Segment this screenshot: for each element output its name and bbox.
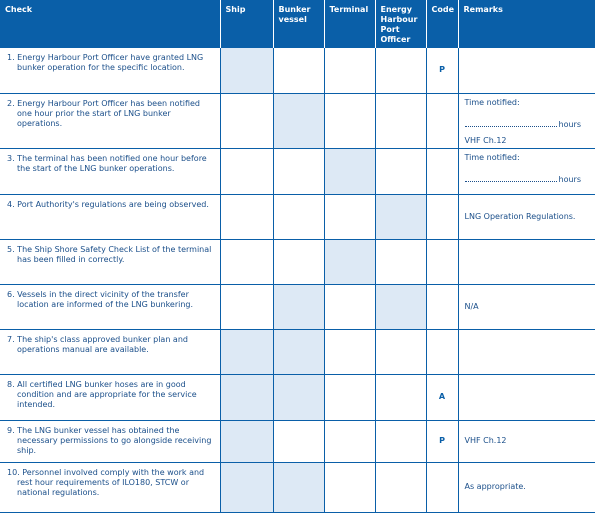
code-cell (426, 194, 458, 239)
code-cell: A (426, 374, 458, 420)
table-row (0, 93, 595, 148)
bunker-vessel-cell[interactable] (273, 239, 324, 284)
table-row (0, 420, 595, 462)
bunker-vessel-cell[interactable] (273, 284, 324, 329)
hours-line[interactable] (465, 174, 592, 185)
terminal-cell[interactable] (324, 47, 375, 93)
hours-line[interactable] (465, 119, 592, 130)
bunker-vessel-cell[interactable] (273, 47, 324, 93)
dotted-fill-line[interactable] (465, 119, 557, 127)
check-text: 1. Energy Harbour Port Officer have granted LNG bunker operation for the specific location. (7, 52, 204, 72)
energy-harbour-cell[interactable] (375, 239, 426, 284)
energy-harbour-cell[interactable] (375, 374, 426, 420)
check-text: 7. The ship's class approved bunker plan and operations manual are available. (7, 334, 188, 354)
dotted-fill-line[interactable] (465, 174, 557, 182)
check-text: 5. The Ship Shore Safety Check List of the terminal has been filled in correctly. (7, 244, 212, 264)
check-cell (0, 148, 220, 194)
bunker-vessel-cell[interactable] (273, 148, 324, 194)
remarks-cell[interactable]: LNG Operation Regulations. (458, 194, 595, 239)
header-ship: Ship (220, 0, 273, 47)
code-cell (426, 284, 458, 329)
ship-cell[interactable] (220, 148, 273, 194)
ship-cell[interactable] (220, 239, 273, 284)
check-text: 8. All certified LNG bunker hoses are in good condition and are appropriate for the service intended. (7, 379, 197, 409)
check-cell (0, 47, 220, 93)
table-row (0, 329, 595, 374)
check-cell (0, 329, 220, 374)
check-cell (0, 374, 220, 420)
remarks-cell[interactable]: N/A (458, 284, 595, 329)
remarks-extra: VHF Ch.12 (464, 135, 507, 145)
check-cell (0, 420, 220, 462)
bunker-vessel-cell[interactable] (273, 329, 324, 374)
table-row (0, 374, 595, 420)
energy-harbour-cell[interactable] (375, 194, 426, 239)
header-check: Check (0, 0, 220, 47)
bunker-vessel-cell[interactable] (273, 93, 324, 148)
bunker-vessel-cell[interactable] (273, 420, 324, 462)
table-row (0, 239, 595, 284)
ship-cell[interactable] (220, 93, 273, 148)
terminal-cell[interactable] (324, 284, 375, 329)
check-text: 4. Port Authority's regulations are being observed. (7, 199, 209, 209)
check-text: 2. Energy Harbour Port Officer has been notified one hour prior the start of LNG bunker operations. (7, 98, 200, 128)
check-cell (0, 284, 220, 329)
check-text: 6. Vessels in the direct vicinity of the transfer location are informed of the LNG bunkering. (7, 289, 194, 309)
table-row (0, 284, 595, 329)
remarks-label: Time notified: (464, 97, 520, 107)
terminal-cell[interactable] (324, 93, 375, 148)
table-row (0, 194, 595, 239)
terminal-cell[interactable] (324, 329, 375, 374)
terminal-cell[interactable] (324, 194, 375, 239)
header-energy-harbour: Energy Harbour Port Officer (375, 0, 426, 47)
remarks-cell[interactable] (458, 329, 595, 374)
terminal-cell[interactable] (324, 374, 375, 420)
energy-harbour-cell[interactable] (375, 284, 426, 329)
energy-harbour-cell[interactable] (375, 329, 426, 374)
header-code: Code (426, 0, 458, 47)
check-text: 10. Personnel involved comply with the work and rest hour requirements of ILO180, STCW or national regulations. (7, 467, 205, 497)
hours-label: hours (558, 119, 581, 129)
hours-label: hours (558, 174, 581, 184)
code-cell (426, 93, 458, 148)
table-row (0, 462, 595, 512)
remarks-cell[interactable]: As appropriate. (458, 462, 595, 512)
check-cell (0, 93, 220, 148)
ship-cell[interactable] (220, 462, 273, 512)
check-cell (0, 194, 220, 239)
code-cell: P (426, 47, 458, 93)
header-terminal: Terminal (324, 0, 375, 47)
energy-harbour-cell[interactable] (375, 47, 426, 93)
ship-cell[interactable] (220, 420, 273, 462)
energy-harbour-cell[interactable] (375, 93, 426, 148)
check-cell (0, 462, 220, 512)
terminal-cell[interactable] (324, 239, 375, 284)
terminal-cell[interactable] (324, 148, 375, 194)
remarks-cell[interactable] (458, 47, 595, 93)
code-cell: P (426, 420, 458, 462)
energy-harbour-cell[interactable] (375, 462, 426, 512)
bunker-vessel-cell[interactable] (273, 194, 324, 239)
ship-cell[interactable] (220, 47, 273, 93)
energy-harbour-cell[interactable] (375, 148, 426, 194)
header-row (0, 0, 595, 47)
header-bunker-vessel: Bunker vessel (273, 0, 324, 47)
header-remarks: Remarks (458, 0, 595, 47)
ship-cell[interactable] (220, 284, 273, 329)
remarks-cell[interactable] (458, 93, 595, 148)
terminal-cell[interactable] (324, 420, 375, 462)
code-cell (426, 239, 458, 284)
check-text: 9. The LNG bunker vessel has obtained the necessary permissions to go alongside receiving ship. (7, 425, 212, 455)
ship-cell[interactable] (220, 374, 273, 420)
check-text: 3. The terminal has been notified one hour before the start of the LNG bunker operations. (7, 153, 207, 173)
remarks-cell[interactable] (458, 239, 595, 284)
code-cell (426, 148, 458, 194)
check-cell (0, 239, 220, 284)
remarks-cell[interactable]: VHF Ch.12 (458, 420, 595, 462)
energy-harbour-cell[interactable] (375, 420, 426, 462)
bunker-vessel-cell[interactable] (273, 462, 324, 512)
terminal-cell[interactable] (324, 462, 375, 512)
ship-cell[interactable] (220, 329, 273, 374)
remarks-label: Time notified: (464, 152, 520, 162)
table-row (0, 47, 595, 93)
table-row (0, 148, 595, 194)
remarks-cell[interactable] (458, 148, 595, 194)
code-cell (426, 329, 458, 374)
remarks-cell[interactable] (458, 374, 595, 420)
bunker-vessel-cell[interactable] (273, 374, 324, 420)
code-cell (426, 462, 458, 512)
ship-cell[interactable] (220, 194, 273, 239)
